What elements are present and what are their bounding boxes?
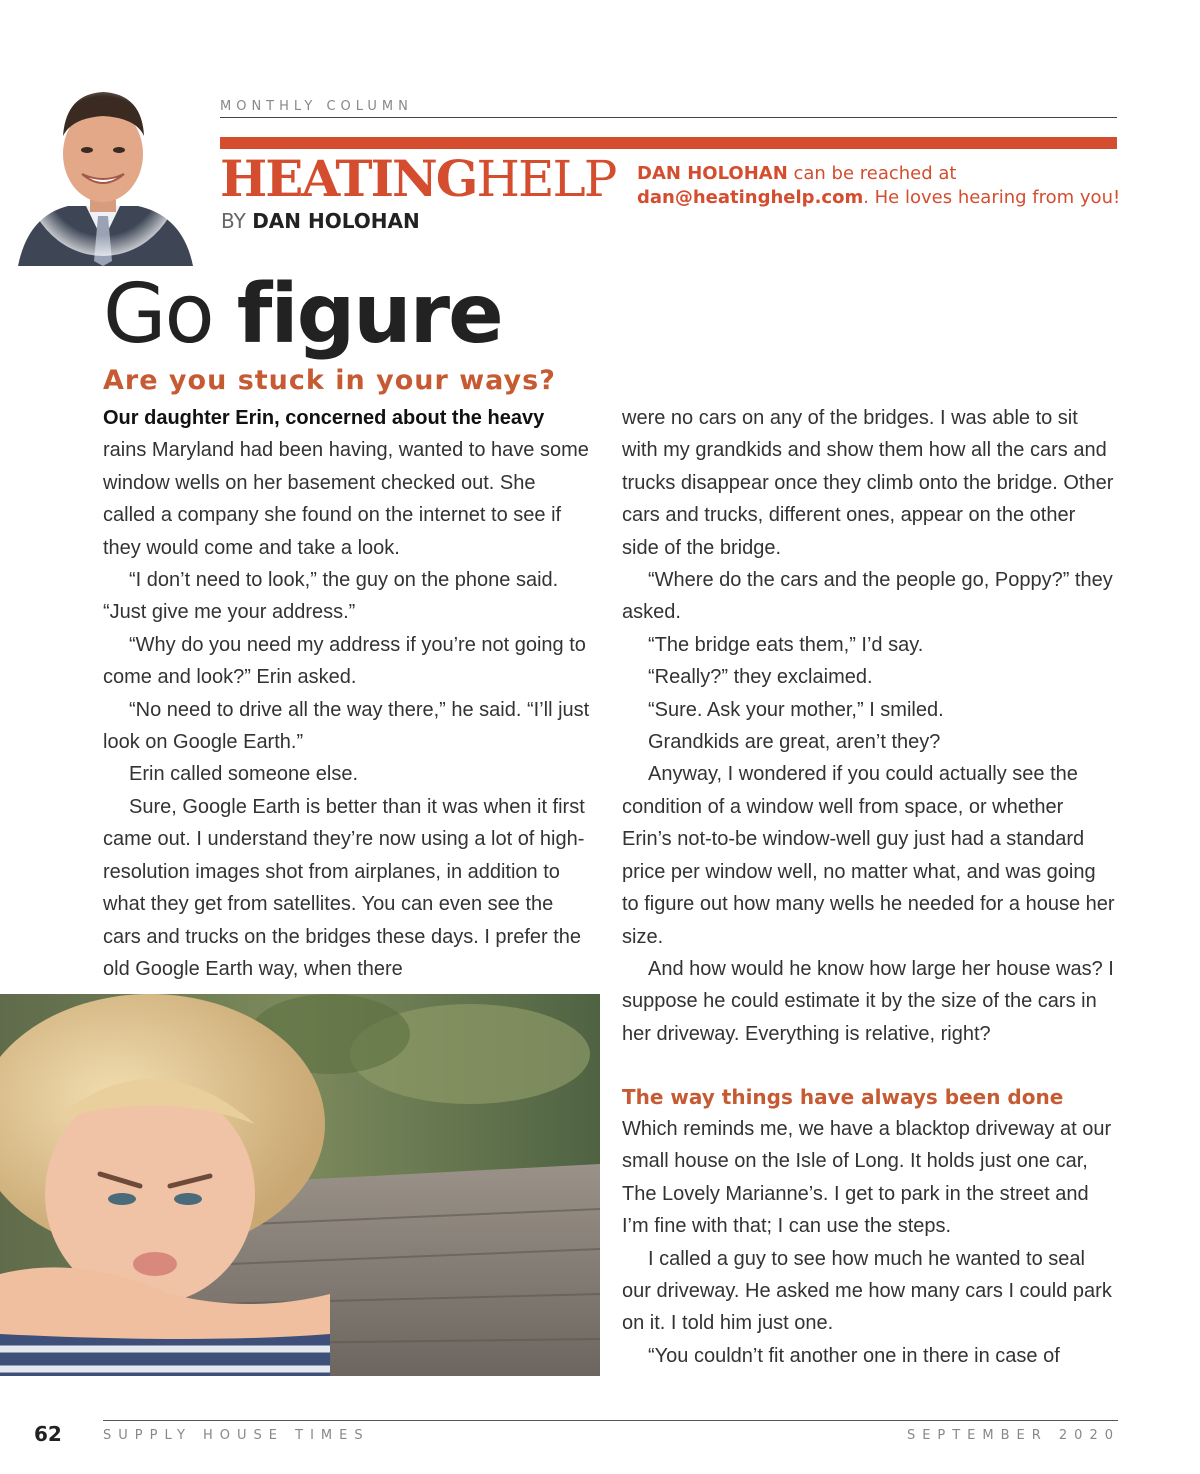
paragraph: were no cars on any of the bridges. I was able to sit with my grandkids and show them how all the cars and trucks disappear once they climb onto the bridge. Other cars and trucks, different ones, appear on the other side of the bridge. <box>622 407 1114 559</box>
contact-text: can be reached at <box>787 163 957 184</box>
paragraph: “Really?” they exclaimed. <box>648 666 873 689</box>
masthead-bold: HEATING <box>220 149 477 208</box>
paragraph: “The bridge eats them,” I’d say. <box>648 633 924 656</box>
paragraph: Sure, Google Earth is better than it was when it first came out. I understand they’re now using a lot of high-resolution images shot from airplanes, in addition to what they get from satellites. You can even see the cars and trucks on the bridges these days. I prefer the old Google Earth way, when there <box>103 795 585 980</box>
article-deck: Are you stuck in your ways? <box>103 365 556 396</box>
article-headline <box>103 267 502 362</box>
lead-paragraph <box>103 402 593 564</box>
headline-bold: figure <box>236 267 502 362</box>
paragraph: And how would he know how large her house was? I suppose he could estimate it by the size of the cars in her driveway. Everything is relative, right? <box>622 957 1114 1045</box>
paragraph: “You couldn’t fit another one in there in case of <box>648 1344 1060 1367</box>
article-photo-child <box>0 994 600 1376</box>
paragraph: “I don’t need to look,” the guy on the phone said. “Just give me your address.” <box>103 569 559 624</box>
lead-in: Our daughter Erin, concerned about the heavy <box>103 407 545 429</box>
article-column-left <box>103 402 593 985</box>
lead-rest: rains Maryland had been having, wanted to have some window wells on her basement checked out. She called a company she found on the internet to see if they would come and take a look. <box>103 439 589 559</box>
contact-tail: . He loves hearing from you! <box>863 187 1121 208</box>
publication-name: SUPPLY HOUSE TIMES <box>103 1428 370 1443</box>
paragraph: “No need to drive all the way there,” he said. “I’ll just look on Google Earth.” <box>103 698 590 754</box>
author-contact <box>637 162 1120 210</box>
paragraph: “Sure. Ask your mother,” I smiled. <box>648 698 944 721</box>
column-masthead <box>220 149 616 208</box>
byline-name: DAN HOLOHAN <box>252 209 420 233</box>
paragraph: “Why do you need my address if you’re not going to come and look?” Erin asked. <box>103 633 586 689</box>
header-rule <box>220 117 1117 118</box>
paragraph: Which reminds me, we have a blacktop driveway at our small house on the Isle of Long. It holds just one car, The Lovely Marianne’s. I get to park in the street and I’m fine with that; I can use the steps. <box>622 1118 1112 1238</box>
footer-rule <box>103 1420 1118 1421</box>
contact-email-link[interactable]: dan@heatinghelp.com <box>637 187 864 208</box>
issue-date: SEPTEMBER 2020 <box>906 1428 1120 1443</box>
column-label: MONTHLY COLUMN <box>220 99 413 114</box>
masthead-light: HELP <box>476 150 616 208</box>
byline <box>221 209 420 233</box>
contact-name: DAN HOLOHAN <box>637 163 788 184</box>
paragraph: Grandkids are great, aren’t they? <box>648 731 941 754</box>
paragraph: Anyway, I wondered if you could actually see the condition of a window well from space, or whether Erin’s not-to-be window-well guy just had a standard price per window well, no matter what, and was going to figure out how many wells he needed for a house her size. <box>622 763 1115 948</box>
page-number: 62 <box>34 1422 62 1446</box>
headline-light: Go <box>103 267 237 362</box>
article-section-2 <box>622 1081 1117 1372</box>
section-subhead: The way things have always been done <box>622 1085 1064 1109</box>
author-portrait <box>8 66 198 266</box>
article-column-right <box>622 402 1117 1050</box>
paragraph: “Where do the cars and the people go, Poppy?” they asked. <box>622 569 1113 624</box>
paragraph: I called a guy to see how much he wanted to seal our driveway. He asked me how many cars I could park on it. I told him just one. <box>622 1247 1112 1335</box>
header-accent-bar <box>220 137 1117 149</box>
paragraph: Erin called someone else. <box>129 763 359 786</box>
byline-prefix: BY <box>221 209 253 233</box>
